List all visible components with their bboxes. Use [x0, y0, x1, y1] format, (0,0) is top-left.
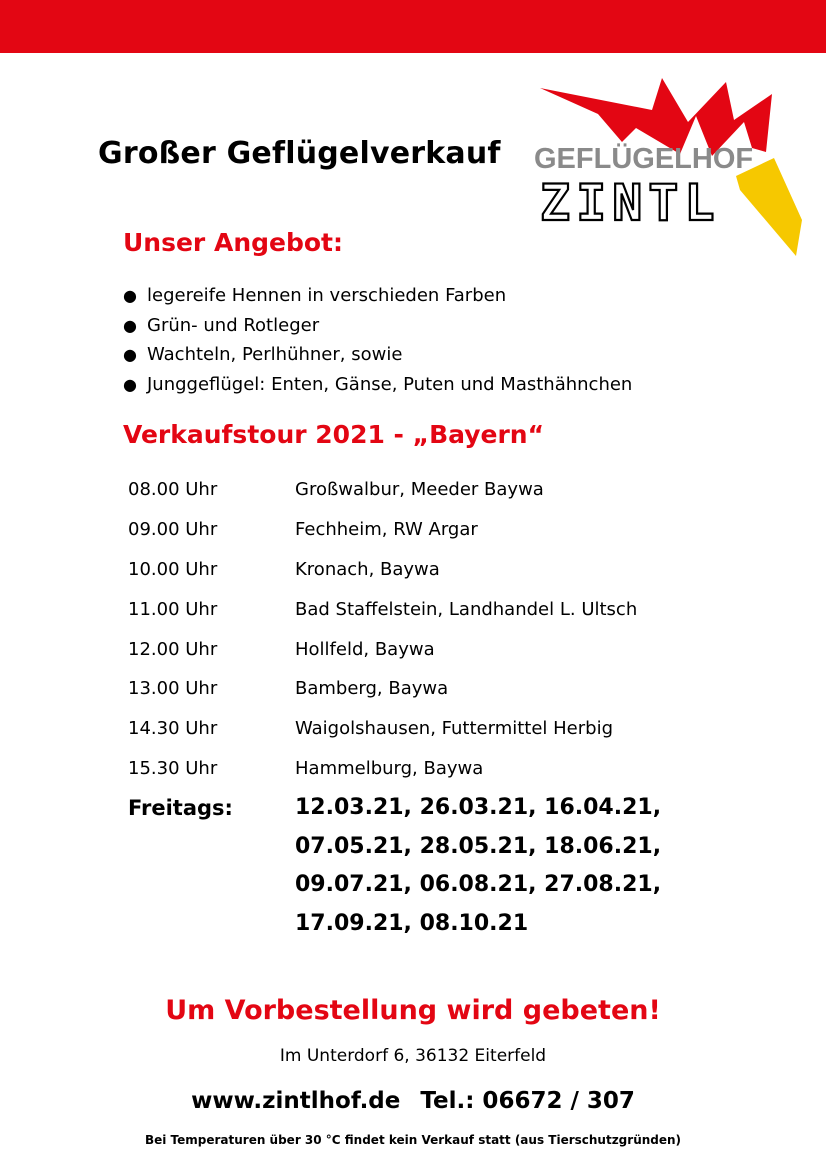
schedule-row [128, 709, 637, 749]
bullet-icon: ● [123, 315, 137, 335]
schedule-row [128, 550, 637, 590]
page-title: Großer Geflügelverkauf [98, 136, 501, 171]
stop-time: 15.30 Uhr [128, 757, 218, 779]
dates-line: 09.07.21, 06.08.21, 27.08.21, [295, 872, 662, 897]
stop-place: Kronach, Baywa [295, 558, 440, 580]
tour-schedule [128, 470, 637, 788]
temperature-note: Bei Temperaturen über 30 °C findet kein Verkauf statt (aus Tierschutzgründen) [144, 1133, 682, 1147]
stop-place: Großwalbur, Meeder Baywa [295, 479, 544, 501]
stop-time: 11.00 Uhr [128, 598, 218, 620]
stop-place: Fechheim, RW Argar [295, 519, 478, 541]
schedule-row [128, 669, 637, 709]
fridays-label: Freitags: [128, 796, 233, 820]
top-red-bar [0, 0, 826, 53]
offer-item: ● Wachteln, Perlhühner, sowie [123, 344, 403, 366]
stop-place: Bamberg, Baywa [295, 678, 449, 700]
stop-place: Bad Staffelstein, Landhandel L. Ultsch [295, 598, 638, 620]
bullet-icon: ● [123, 374, 137, 394]
preorder-call-to-action: Um Vorbestellung wird gebeten! [165, 995, 661, 1026]
stop-time: 13.00 Uhr [128, 678, 218, 700]
stop-place: Hammelburg, Baywa [295, 757, 484, 779]
offer-item: ● Junggeflügel: Enten, Gänse, Puten und Masthähnchen [123, 373, 633, 395]
offer-item: ● Grün- und Rotleger [123, 314, 320, 336]
offer-heading: Unser Angebot: [123, 228, 343, 257]
logo-line2: ZINTL [540, 174, 721, 232]
contact-line [0, 1088, 826, 1114]
schedule-row [128, 629, 637, 669]
logo-line1: GEFLÜGELHOF [534, 143, 754, 175]
tour-heading: Verkaufstour 2021 - „Bayern“ [123, 420, 545, 449]
logo-geflugelhof-zintl [530, 70, 826, 270]
offer-item: ● legereife Hennen in verschieden Farben [123, 285, 507, 307]
stop-time: 09.00 Uhr [128, 519, 218, 541]
phone-number: Tel.: 06672 / 307 [420, 1088, 635, 1114]
stop-time: 14.30 Uhr [128, 718, 218, 740]
stop-time: 12.00 Uhr [128, 638, 218, 660]
stop-place: Hollfeld, Baywa [295, 638, 435, 660]
schedule-row [128, 510, 637, 550]
dates-line: 17.09.21, 08.10.21 [295, 910, 529, 936]
dates-list [295, 789, 661, 943]
schedule-row [128, 589, 637, 629]
friday-dates [128, 789, 661, 943]
logo-graphic [530, 70, 826, 270]
website-link[interactable]: www.zintlhof.de [191, 1088, 401, 1114]
schedule-row [128, 749, 637, 789]
dates-line: 12.03.21, 26.03.21, 16.04.21, [295, 795, 662, 820]
dates-line: 07.05.21, 28.05.21, 18.06.21, [295, 833, 662, 859]
bullet-icon: ● [123, 345, 137, 365]
address: Im Unterdorf 6, 36132 Eiterfeld [279, 1046, 547, 1066]
stop-place: Waigolshausen, Futtermittel Herbig [295, 718, 614, 740]
offer-list [123, 281, 632, 399]
stop-time: 08.00 Uhr [128, 479, 218, 501]
schedule-row [128, 470, 637, 510]
stop-time: 10.00 Uhr [128, 558, 218, 580]
bullet-icon: ● [123, 286, 137, 306]
